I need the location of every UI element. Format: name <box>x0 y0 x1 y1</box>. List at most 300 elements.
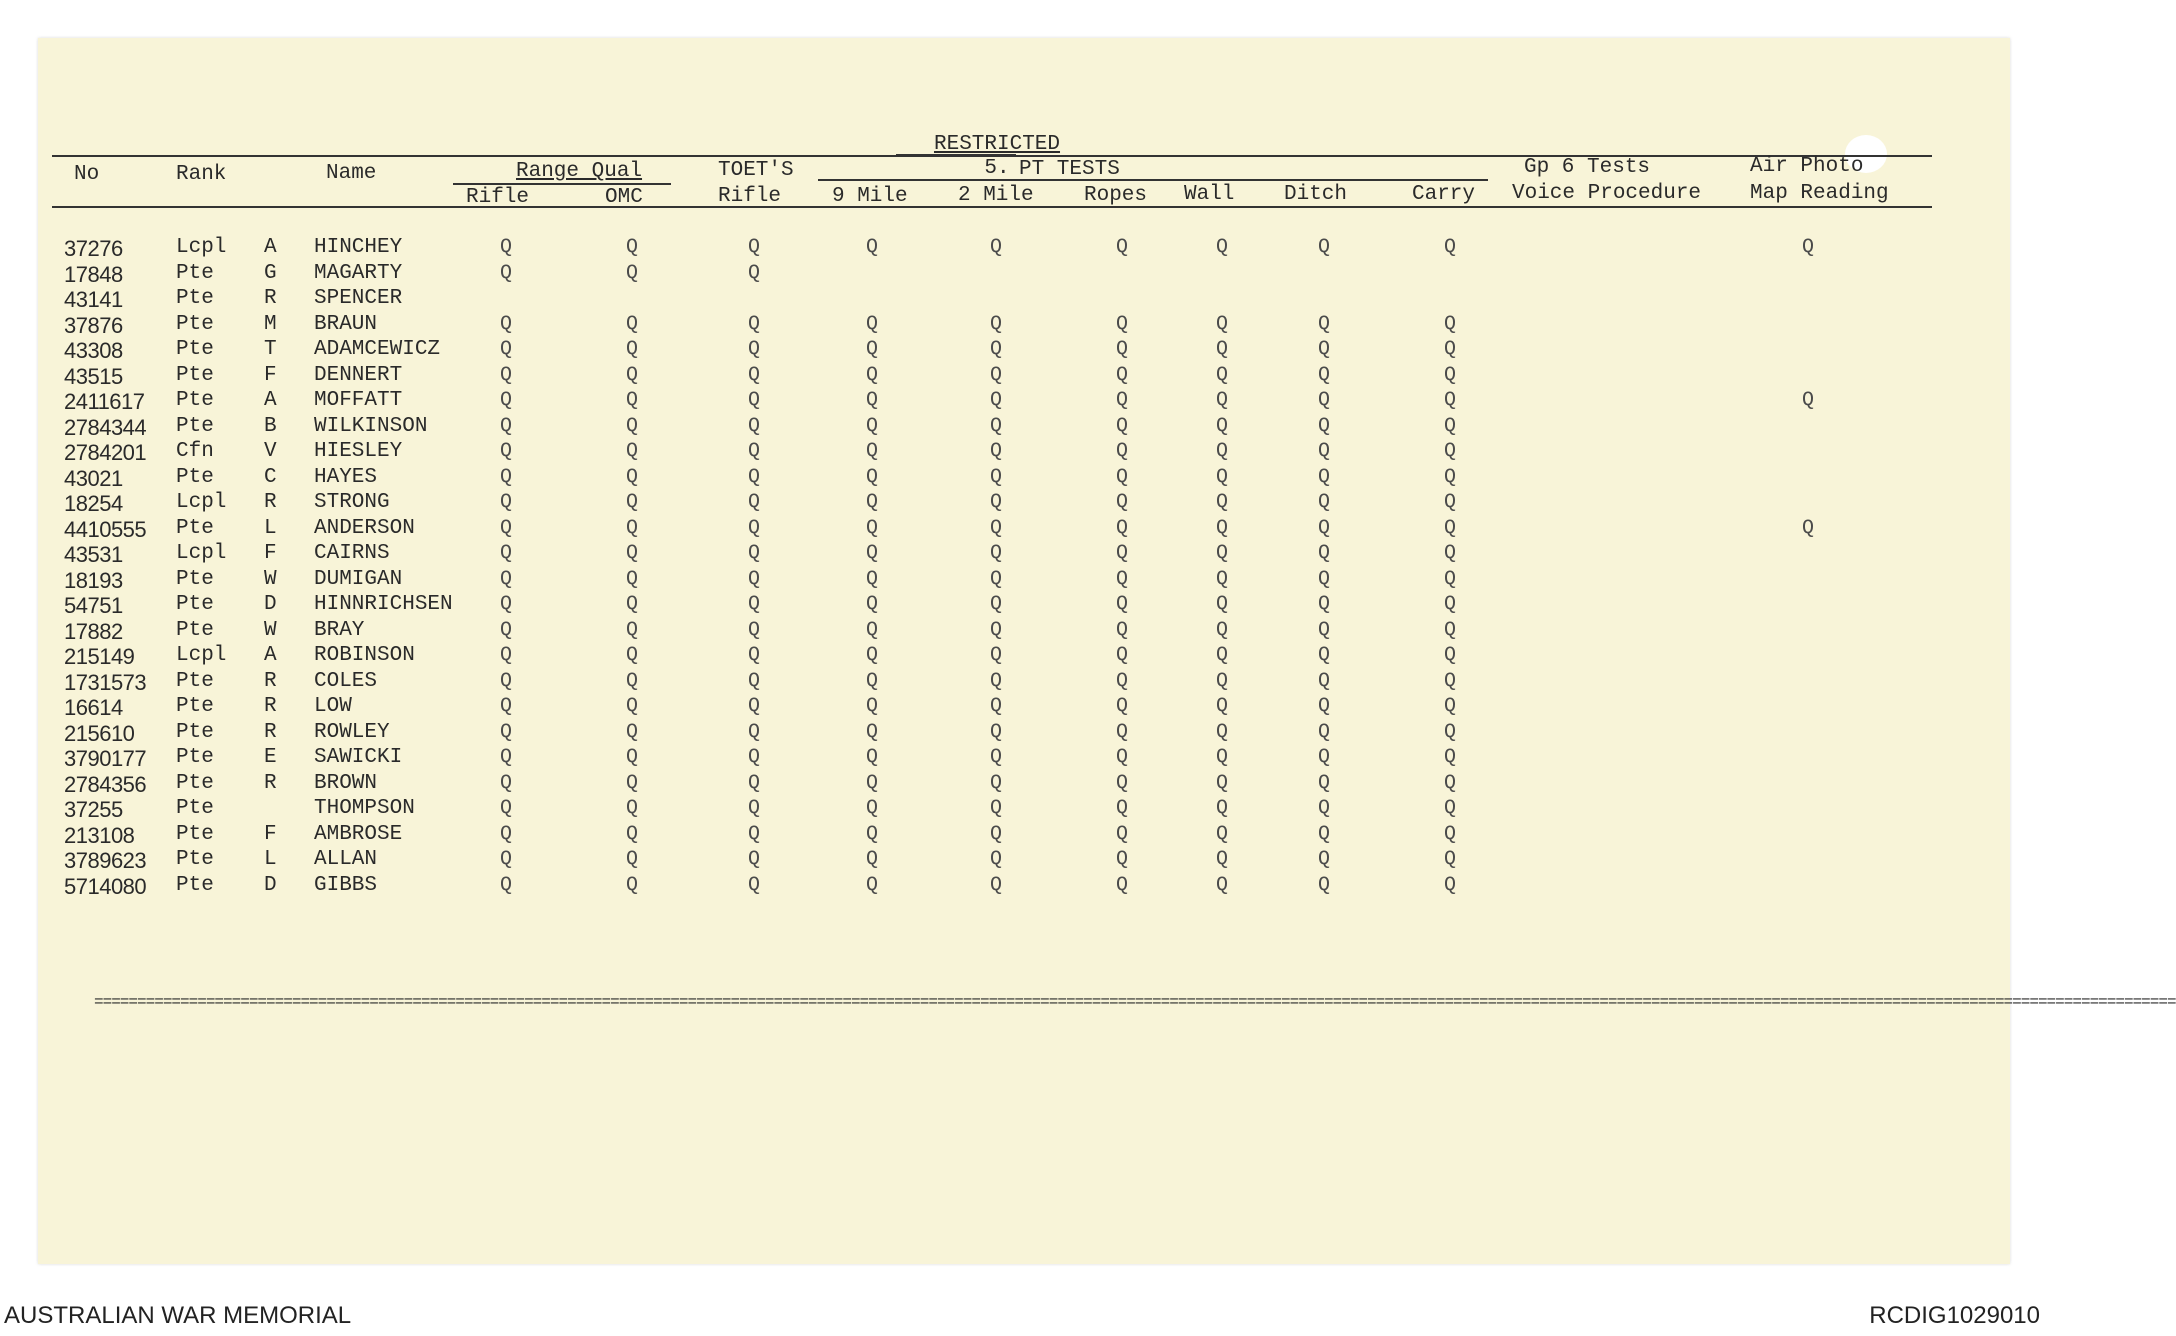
qualified-mark-omc: Q <box>626 338 639 361</box>
qualified-mark-omc: Q <box>626 822 639 846</box>
service-number: 18254 <box>64 491 123 516</box>
qualified-mark-ropes: Q <box>1116 644 1129 667</box>
qualified-mark-carry: Q <box>1444 797 1457 820</box>
qualified-mark-rifle: Q <box>500 236 513 259</box>
service-number: 37276 <box>64 236 123 261</box>
qualified-mark-toet-rifle: Q <box>748 338 761 361</box>
qualified-mark-ditch: Q <box>1318 542 1331 565</box>
rank: Pte <box>176 797 214 820</box>
qualified-mark-9-mile: Q <box>866 236 879 259</box>
range-qual-rule <box>453 183 671 185</box>
qualified-mark-rifle: Q <box>500 771 513 795</box>
surname: AMBROSE <box>314 822 403 846</box>
surname: GIBBS <box>314 873 378 897</box>
qualified-mark-9-mile: Q <box>866 491 879 514</box>
qualified-mark-wall: Q <box>1216 389 1229 412</box>
qualified-mark-carry: Q <box>1444 822 1457 846</box>
qualified-mark-toet-rifle: Q <box>748 822 761 846</box>
qualified-mark-ropes: Q <box>1116 338 1129 361</box>
qualified-mark-9-mile: Q <box>866 542 879 565</box>
qualified-mark-wall: Q <box>1216 593 1229 616</box>
qualified-mark-2-mile: Q <box>990 338 1003 361</box>
qualified-mark-2-mile: Q <box>990 618 1003 642</box>
qualified-mark-omc: Q <box>626 389 639 412</box>
qualified-mark-wall: Q <box>1216 669 1229 693</box>
qualified-mark-ditch: Q <box>1318 363 1331 387</box>
qualified-mark-map-reading: Q <box>1802 516 1815 540</box>
qualified-mark-wall: Q <box>1216 618 1229 642</box>
rank: Lcpl <box>176 236 227 259</box>
qualified-mark-omc: Q <box>626 414 639 438</box>
qualified-mark-ditch: Q <box>1318 516 1331 540</box>
col-header-voice-procedure: Voice Procedure <box>1512 182 1702 205</box>
rank: Lcpl <box>176 644 227 667</box>
qualified-mark-wall: Q <box>1216 312 1229 336</box>
surname: SAWICKI <box>314 746 403 769</box>
initial: R <box>264 491 277 514</box>
surname: ALLAN <box>314 848 378 871</box>
service-number: 3789623 <box>64 848 147 873</box>
qualified-mark-ropes: Q <box>1116 312 1129 336</box>
surname: HINCHEY <box>314 236 403 259</box>
qualified-mark-9-mile: Q <box>866 618 879 642</box>
qualified-mark-omc: Q <box>626 618 639 642</box>
qualified-mark-ditch: Q <box>1318 491 1331 514</box>
qualified-mark-ropes: Q <box>1116 516 1129 540</box>
table-row <box>38 619 2010 644</box>
qualified-mark-carry: Q <box>1444 236 1457 259</box>
qualified-mark-2-mile: Q <box>990 797 1003 820</box>
qualified-mark-rifle: Q <box>500 669 513 693</box>
service-number: 54751 <box>64 593 123 618</box>
initial: F <box>264 542 277 565</box>
qualified-mark-wall: Q <box>1216 695 1229 718</box>
qualified-mark-carry: Q <box>1444 669 1457 693</box>
qualified-mark-rifle: Q <box>500 516 513 540</box>
service-number: 2784356 <box>64 771 147 797</box>
qualified-mark-ditch: Q <box>1318 618 1331 642</box>
qualified-mark-wall: Q <box>1216 822 1229 846</box>
col-header-map-reading: Map Reading <box>1750 182 1889 205</box>
table-row <box>38 568 2010 593</box>
qualified-mark-ropes: Q <box>1116 542 1129 565</box>
qualified-mark-toet-rifle: Q <box>748 516 761 540</box>
qualified-mark-toet-rifle: Q <box>748 644 761 667</box>
qualified-mark-rifle: Q <box>500 363 513 387</box>
service-number: 5714080 <box>64 873 147 899</box>
qualified-mark-toet-rifle: Q <box>748 567 761 591</box>
qualified-mark-9-mile: Q <box>866 389 879 412</box>
table-row <box>38 491 2010 516</box>
qualified-mark-ropes: Q <box>1116 440 1129 463</box>
qualified-mark-toet-rifle: Q <box>748 491 761 514</box>
surname: COLES <box>314 669 378 693</box>
table-row <box>38 542 2010 567</box>
qualified-mark-omc: Q <box>626 542 639 565</box>
surname: DUMIGAN <box>314 567 403 591</box>
qualified-mark-ditch: Q <box>1318 389 1331 412</box>
qualified-mark-rifle: Q <box>500 567 513 591</box>
qualified-mark-toet-rifle: Q <box>748 389 761 412</box>
surname: CAIRNS <box>314 542 390 565</box>
qualified-mark-omc: Q <box>626 771 639 795</box>
table-row <box>38 466 2010 491</box>
initial: F <box>264 822 277 846</box>
table-row <box>38 313 2010 338</box>
service-number: 37255 <box>64 797 123 822</box>
rank: Pte <box>176 338 214 361</box>
service-number: 2411617 <box>64 389 145 414</box>
rank: Pte <box>176 695 214 718</box>
qualified-mark-9-mile: Q <box>866 822 879 846</box>
qualified-mark-9-mile: Q <box>866 312 879 336</box>
qualified-mark-wall: Q <box>1216 542 1229 565</box>
rank: Pte <box>176 720 214 744</box>
qualified-mark-9-mile: Q <box>866 465 879 489</box>
service-number: 16614 <box>64 695 123 720</box>
rank: Pte <box>176 363 214 387</box>
surname: WILKINSON <box>314 414 428 438</box>
qualified-mark-toet-rifle: Q <box>748 771 761 795</box>
qualified-mark-toet-rifle: Q <box>748 695 761 718</box>
qualified-mark-ditch: Q <box>1318 797 1331 820</box>
rank: Lcpl <box>176 542 227 565</box>
qualified-mark-rifle: Q <box>500 542 513 565</box>
table-row <box>38 721 2010 746</box>
surname: BROWN <box>314 771 378 795</box>
qualified-mark-2-mile: Q <box>990 516 1003 540</box>
qualified-mark-2-mile: Q <box>990 414 1003 438</box>
service-number: 43021 <box>64 465 123 491</box>
rank: Pte <box>176 873 214 897</box>
qualified-mark-ropes: Q <box>1116 720 1129 744</box>
qualified-mark-carry: Q <box>1444 593 1457 616</box>
rank: Pte <box>176 822 214 846</box>
qualified-mark-ditch: Q <box>1318 720 1331 744</box>
rank: Pte <box>176 771 214 795</box>
qualified-mark-carry: Q <box>1444 363 1457 387</box>
qualified-mark-omc: Q <box>626 440 639 463</box>
qualified-mark-2-mile: Q <box>990 389 1003 412</box>
qualified-mark-toet-rifle: Q <box>748 593 761 616</box>
qualified-mark-2-mile: Q <box>990 822 1003 846</box>
service-number: 17848 <box>64 261 123 287</box>
table-row <box>38 797 2010 822</box>
qualified-mark-omc: Q <box>626 797 639 820</box>
initial: L <box>264 848 277 871</box>
initial: A <box>264 236 277 259</box>
rank: Pte <box>176 287 214 310</box>
qualified-mark-ditch: Q <box>1318 848 1331 871</box>
qualified-mark-ropes: Q <box>1116 363 1129 387</box>
qualified-mark-2-mile: Q <box>990 440 1003 463</box>
initial: F <box>264 363 277 387</box>
qualified-mark-omc: Q <box>626 465 639 489</box>
qualified-mark-rifle: Q <box>500 695 513 718</box>
qualified-mark-omc: Q <box>626 746 639 769</box>
service-number: 43141 <box>64 287 123 312</box>
qualified-mark-wall: Q <box>1216 746 1229 769</box>
col-header-carry: Carry <box>1412 183 1476 206</box>
qualified-mark-9-mile: Q <box>866 363 879 387</box>
qualified-mark-omc: Q <box>626 491 639 514</box>
service-number: 213108 <box>64 822 135 848</box>
surname: ROWLEY <box>314 720 390 744</box>
qualified-mark-omc: Q <box>626 363 639 387</box>
table-end-rule: ================================================================================================================================================================================================================================================== <box>94 993 2176 1011</box>
surname: HIESLEY <box>314 440 403 463</box>
initial: R <box>264 669 277 693</box>
qualified-mark-ditch: Q <box>1318 669 1331 693</box>
qualified-mark-2-mile: Q <box>990 567 1003 591</box>
rank: Pte <box>176 465 214 489</box>
table-row <box>38 415 2010 440</box>
rank: Lcpl <box>176 491 227 514</box>
service-number: 37876 <box>64 312 123 338</box>
classification-heading: RESTRICTED <box>933 133 1061 156</box>
qualified-mark-2-mile: Q <box>990 746 1003 769</box>
initial: W <box>264 567 277 591</box>
initial: A <box>264 644 277 667</box>
qualified-mark-2-mile: Q <box>990 848 1003 871</box>
qualified-mark-toet-rifle: Q <box>748 261 761 285</box>
service-number: 18193 <box>64 567 123 593</box>
surname: SPENCER <box>314 287 403 310</box>
qualified-mark-ropes: Q <box>1116 848 1129 871</box>
rank: Cfn <box>176 440 214 463</box>
qualified-mark-carry: Q <box>1444 746 1457 769</box>
qualified-mark-carry: Q <box>1444 873 1457 897</box>
service-number: 43531 <box>64 542 123 567</box>
qualified-mark-ropes: Q <box>1116 797 1129 820</box>
service-number: 1731573 <box>64 669 147 695</box>
qualified-mark-9-mile: Q <box>866 516 879 540</box>
qualified-mark-2-mile: Q <box>990 236 1003 259</box>
footer-id: RCDIG1029010 <box>1869 1302 2040 1329</box>
qualified-mark-toet-rifle: Q <box>748 618 761 642</box>
qualified-mark-carry: Q <box>1444 491 1457 514</box>
qualified-mark-9-mile: Q <box>866 669 879 693</box>
service-number: 3790177 <box>64 746 147 771</box>
qualified-mark-2-mile: Q <box>990 669 1003 693</box>
qualified-mark-carry: Q <box>1444 644 1457 667</box>
qualified-mark-wall: Q <box>1216 516 1229 540</box>
table-row <box>38 262 2010 287</box>
qualified-mark-ropes: Q <box>1116 669 1129 693</box>
qualified-mark-2-mile: Q <box>990 465 1003 489</box>
col-header-wall: Wall <box>1184 183 1235 206</box>
service-number: 2784201 <box>64 440 147 465</box>
qualified-mark-ditch: Q <box>1318 873 1331 897</box>
qualified-mark-toet-rifle: Q <box>748 720 761 744</box>
qualified-mark-ropes: Q <box>1116 822 1129 846</box>
qualified-mark-2-mile: Q <box>990 363 1003 387</box>
initial: W <box>264 618 277 642</box>
table-row <box>38 670 2010 695</box>
qualified-mark-wall: Q <box>1216 491 1229 514</box>
qualified-mark-carry: Q <box>1444 848 1457 871</box>
qualified-mark-map-reading: Q <box>1802 236 1815 259</box>
qualified-mark-toet-rifle: Q <box>748 414 761 438</box>
qualified-mark-rifle: Q <box>500 618 513 642</box>
col-header-gp6-tests: Gp 6 Tests <box>1524 156 1651 179</box>
qualified-mark-ropes: Q <box>1116 491 1129 514</box>
table-row <box>38 695 2010 720</box>
qualified-mark-ropes: Q <box>1116 873 1129 897</box>
qualified-mark-omc: Q <box>626 516 639 540</box>
table-row <box>38 823 2010 848</box>
initial: E <box>264 746 277 769</box>
qualified-mark-ropes: Q <box>1116 567 1129 591</box>
qualified-mark-toet-rifle: Q <box>748 848 761 871</box>
col-header-rifle: Rifle <box>466 186 530 209</box>
qualified-mark-rifle: Q <box>500 873 513 897</box>
rank: Pte <box>176 593 214 616</box>
qualified-mark-ditch: Q <box>1318 440 1331 463</box>
qualified-mark-omc: Q <box>626 848 639 871</box>
rank: Pte <box>176 669 214 693</box>
qualified-mark-toet-rifle: Q <box>748 236 761 259</box>
qualified-mark-ditch: Q <box>1318 644 1331 667</box>
qualified-mark-rifle: Q <box>500 593 513 616</box>
col-header-toets: TOET'S <box>718 159 794 182</box>
qualified-mark-map-reading: Q <box>1802 389 1815 412</box>
qualified-mark-toet-rifle: Q <box>748 542 761 565</box>
qualified-mark-9-mile: Q <box>866 644 879 667</box>
footer-source: AUSTRALIAN WAR MEMORIAL <box>4 1302 352 1329</box>
qualified-mark-ropes: Q <box>1116 414 1129 438</box>
col-header-rank: Rank <box>176 163 227 186</box>
qualified-mark-2-mile: Q <box>990 312 1003 336</box>
qualified-mark-rifle: Q <box>500 414 513 438</box>
qualified-mark-carry: Q <box>1444 414 1457 438</box>
col-header-range-qual: Range Qual <box>516 160 643 183</box>
qualified-mark-rifle: Q <box>500 746 513 769</box>
table-row <box>38 874 2010 899</box>
qualified-mark-wall: Q <box>1216 414 1229 438</box>
rank: Pte <box>176 516 214 540</box>
qualified-mark-9-mile: Q <box>866 695 879 718</box>
qualified-mark-omc: Q <box>626 312 639 336</box>
qualified-mark-toet-rifle: Q <box>748 797 761 820</box>
surname: THOMPSON <box>314 797 415 820</box>
qualified-mark-rifle: Q <box>500 720 513 744</box>
qualified-mark-omc: Q <box>626 644 639 667</box>
qualified-mark-2-mile: Q <box>990 771 1003 795</box>
col-header-toet-rifle: Rifle <box>718 185 782 208</box>
qualified-mark-wall: Q <box>1216 567 1229 591</box>
rank: Pte <box>176 746 214 769</box>
rank: Pte <box>176 414 214 438</box>
qualified-mark-rifle: Q <box>500 644 513 667</box>
surname: ANDERSON <box>314 516 415 540</box>
qualified-mark-carry: Q <box>1444 312 1457 336</box>
col-header-2-mile: 2 Mile <box>958 184 1034 207</box>
col-header-pt-tests: PT TESTS <box>1019 158 1120 181</box>
qualified-mark-carry: Q <box>1444 440 1457 463</box>
qualified-mark-ropes: Q <box>1116 695 1129 718</box>
table-row <box>38 364 2010 389</box>
qualified-mark-wall: Q <box>1216 363 1229 387</box>
table-row <box>38 644 2010 669</box>
qualified-mark-rifle: Q <box>500 440 513 463</box>
qualified-mark-2-mile: Q <box>990 491 1003 514</box>
surname: MOFFATT <box>314 389 403 412</box>
qualified-mark-2-mile: Q <box>990 644 1003 667</box>
table-row <box>38 236 2010 261</box>
qualified-mark-carry: Q <box>1444 695 1457 718</box>
surname: LOW <box>314 695 352 718</box>
qualified-mark-rifle: Q <box>500 261 513 285</box>
col-header-9-mile: 9 Mile <box>832 185 908 208</box>
col-header-ditch: Ditch <box>1284 183 1348 206</box>
header-bottom-rule <box>52 206 1932 208</box>
qualified-mark-wall: Q <box>1216 797 1229 820</box>
qualified-mark-2-mile: Q <box>990 695 1003 718</box>
qualified-mark-ditch: Q <box>1318 338 1331 361</box>
qualified-mark-carry: Q <box>1444 389 1457 412</box>
surname: HINNRICHSEN <box>314 593 453 616</box>
surname: ADAMCEWICZ <box>314 338 441 361</box>
qualified-mark-wall: Q <box>1216 465 1229 489</box>
qualified-mark-ropes: Q <box>1116 618 1129 642</box>
qualified-mark-ropes: Q <box>1116 771 1129 795</box>
qualified-mark-wall: Q <box>1216 771 1229 795</box>
col-header-name: Name <box>326 162 377 185</box>
qualified-mark-9-mile: Q <box>866 567 879 591</box>
service-number: 215610 <box>64 720 135 746</box>
rank: Pte <box>176 567 214 591</box>
qualified-mark-ropes: Q <box>1116 746 1129 769</box>
initial: R <box>264 695 277 718</box>
table-row <box>38 772 2010 797</box>
qualified-mark-carry: Q <box>1444 720 1457 744</box>
qualified-mark-toet-rifle: Q <box>748 669 761 693</box>
rank: Pte <box>176 618 214 642</box>
document-page <box>38 38 2176 1264</box>
qualified-mark-rifle: Q <box>500 822 513 846</box>
qualified-mark-9-mile: Q <box>866 771 879 795</box>
qualified-mark-ditch: Q <box>1318 695 1331 718</box>
table-row <box>38 746 2010 771</box>
initial: T <box>264 338 277 361</box>
initial: D <box>264 873 277 897</box>
initial: L <box>264 516 277 540</box>
service-number: 43515 <box>64 363 123 389</box>
qualified-mark-omc: Q <box>626 669 639 693</box>
initial: C <box>264 465 277 489</box>
qualified-mark-wall: Q <box>1216 848 1229 871</box>
table-row <box>38 517 2010 542</box>
initial: R <box>264 720 277 744</box>
qualified-mark-ditch: Q <box>1318 593 1331 616</box>
surname: HAYES <box>314 465 378 489</box>
initial: V <box>264 440 277 463</box>
table-row <box>38 848 2010 873</box>
qualified-mark-ditch: Q <box>1318 312 1331 336</box>
qualified-mark-2-mile: Q <box>990 593 1003 616</box>
qualified-mark-toet-rifle: Q <box>748 746 761 769</box>
qualified-mark-carry: Q <box>1444 338 1457 361</box>
table-row <box>38 593 2010 618</box>
qualified-mark-wall: Q <box>1216 338 1229 361</box>
qualified-mark-9-mile: Q <box>866 873 879 897</box>
qualified-mark-omc: Q <box>626 261 639 285</box>
qualified-mark-9-mile: Q <box>866 338 879 361</box>
qualified-mark-rifle: Q <box>500 848 513 871</box>
service-number: 17882 <box>64 618 123 644</box>
surname: BRAUN <box>314 312 378 336</box>
